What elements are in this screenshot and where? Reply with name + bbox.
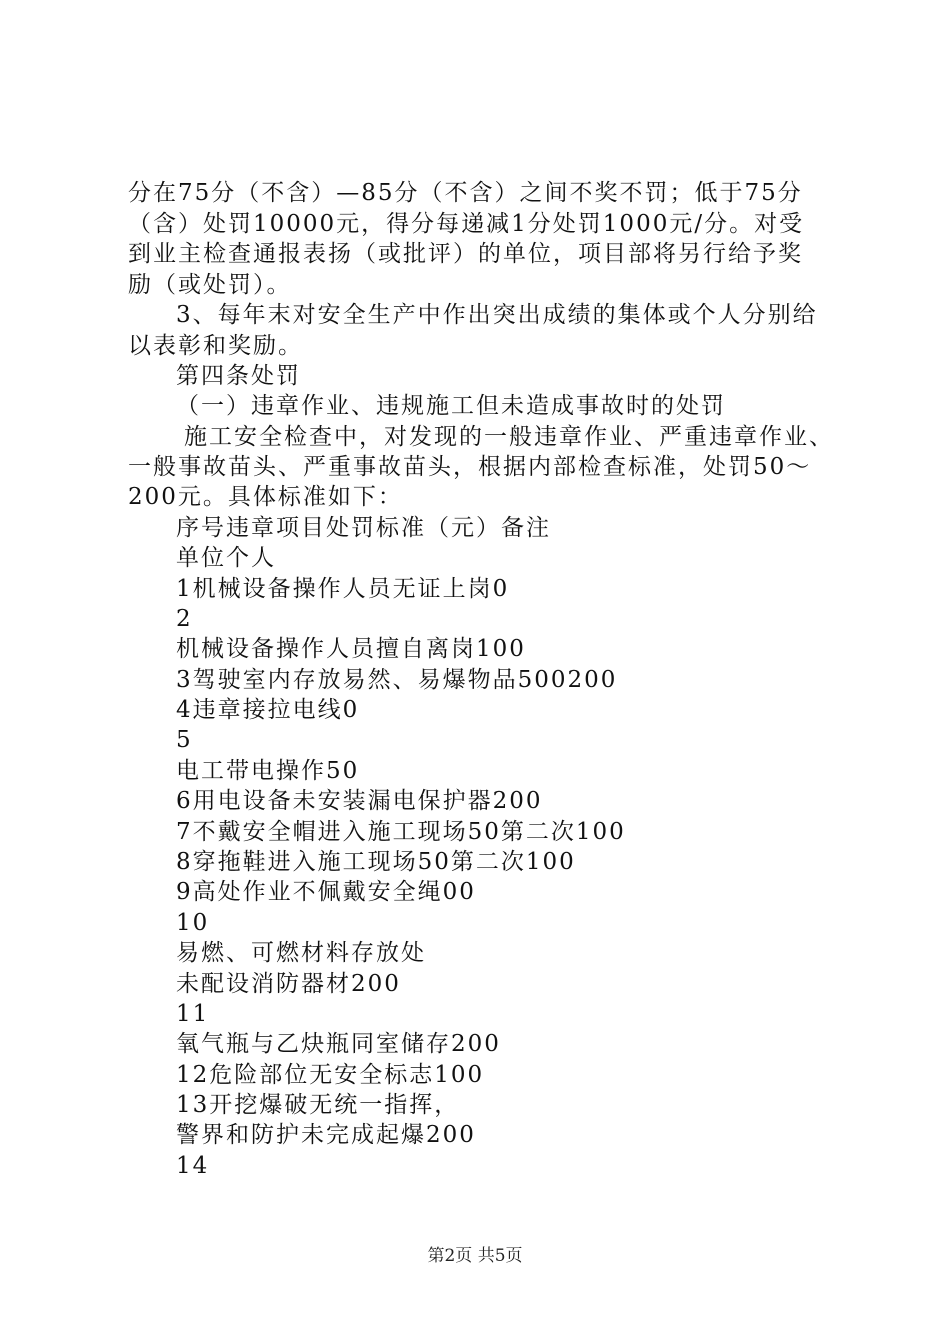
table-row-line: 6用电设备未安装漏电保护器200 — [176, 788, 543, 814]
table-row-line: 机械设备操作人员擅自离岗100 — [176, 636, 526, 662]
table-row-line: 9高处作业不佩戴安全绳00 — [176, 879, 476, 905]
text-line: 到业主检查通报表扬（或批评）的单位，项目部将另行给予奖 — [128, 241, 803, 267]
table-header-line: 序号违章项目处罚标准（元）备注 — [176, 515, 551, 541]
table-row-line: 4违章接拉电线0 — [176, 697, 360, 723]
table-row-line: 5 — [176, 727, 193, 753]
table-row-line: 12危险部位无安全标志100 — [176, 1062, 485, 1088]
table-row-line: 3驾驶室内存放易然、易爆物品500200 — [176, 667, 618, 693]
table-row-line: 电工带电操作50 — [176, 758, 360, 784]
table-row-line: 氧气瓶与乙炔瓶同室储存200 — [176, 1031, 501, 1057]
table-row-line: 易燃、可燃材料存放处 — [176, 940, 426, 966]
table-row-line: 14 — [176, 1153, 210, 1179]
page-number: 第2页 共5页 — [427, 1246, 523, 1266]
table-row-line: 1机械设备操作人员无证上岗0 — [176, 576, 510, 602]
text-line: 分在75分（不含）—85分（不含）之间不奖不罚；低于75分 — [128, 180, 803, 206]
table-row-line: 8穿拖鞋进入施工现场50第二次100 — [176, 849, 576, 875]
table-row-line: 7不戴安全帽进入施工现场50第二次100 — [176, 819, 626, 845]
text-line: 一般事故苗头、严重事故苗头，根据内部检查标准，处罚50～ — [128, 454, 812, 480]
table-header-line: 单位个人 — [176, 545, 276, 571]
table-row-line: 11 — [176, 1001, 210, 1027]
text-line: 3、每年末对安全生产中作出突出成绩的集体或个人分别给 — [176, 302, 818, 328]
text-line: 励（或处罚）。 — [128, 272, 292, 298]
table-row-line: 警界和防护未完成起爆200 — [176, 1122, 476, 1148]
text-line: （含）处罚10000元，得分每递减1分处罚1000元/分。对受 — [128, 211, 805, 237]
subsection-heading: （一）违章作业、违规施工但未造成事故时的处罚 — [176, 393, 726, 419]
section-heading: 第四条处罚 — [176, 363, 301, 389]
table-row-line: 13开挖爆破无统一指挥， — [176, 1092, 460, 1118]
text-line: 施工安全检查中，对发现的一般违章作业、严重违章作业、 — [184, 424, 834, 450]
text-line: 200元。具体标准如下： — [128, 484, 403, 510]
table-row-line: 未配设消防器材200 — [176, 971, 401, 997]
table-row-line: 2 — [176, 606, 193, 632]
text-line: 以表彰和奖励。 — [128, 333, 303, 359]
table-row-line: 10 — [176, 910, 210, 936]
